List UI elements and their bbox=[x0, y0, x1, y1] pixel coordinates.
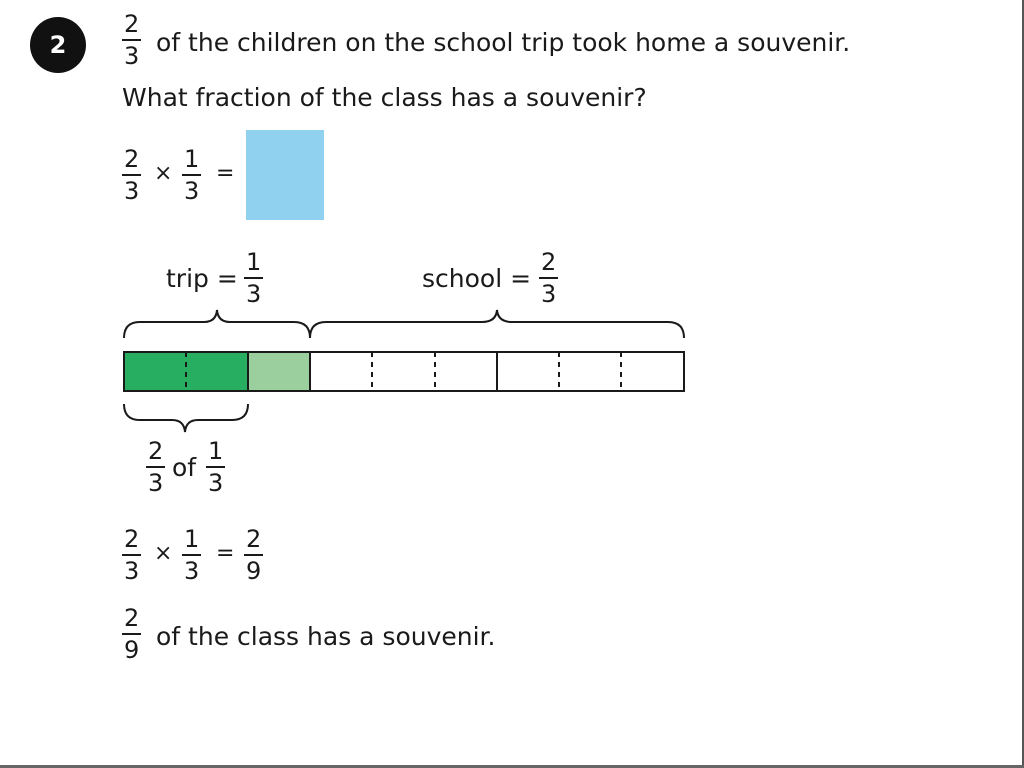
numerator: 2 bbox=[124, 10, 140, 38]
numerator: 2 bbox=[124, 145, 140, 173]
conclusion-fraction bbox=[122, 606, 141, 662]
conclusion-text: of the class has a souvenir. bbox=[156, 622, 496, 651]
school-brace bbox=[310, 310, 684, 338]
fraction-bar bbox=[122, 633, 141, 635]
times-sign: × bbox=[154, 161, 173, 186]
equation2-fraction-a bbox=[122, 527, 141, 583]
part-fraction bbox=[206, 439, 225, 495]
numerator: 1 bbox=[184, 525, 200, 553]
of-word: of bbox=[172, 453, 197, 482]
equals-sign: = bbox=[216, 161, 235, 186]
denominator: 3 bbox=[208, 469, 224, 497]
numerator: 1 bbox=[208, 437, 224, 465]
denominator: 3 bbox=[124, 42, 140, 70]
denominator: 9 bbox=[124, 636, 140, 664]
equation2-result bbox=[244, 527, 263, 583]
equation2-fraction-b bbox=[182, 527, 201, 583]
fraction-bar bbox=[206, 466, 225, 468]
school-label: school = bbox=[422, 264, 532, 293]
numerator: 2 bbox=[246, 525, 262, 553]
denominator: 3 bbox=[124, 177, 140, 205]
shaded-fraction bbox=[146, 439, 165, 495]
question-number-badge: 2 bbox=[30, 17, 86, 73]
fraction-bar bbox=[182, 554, 201, 556]
fraction-bar bbox=[146, 466, 165, 468]
fraction-bar bbox=[244, 554, 263, 556]
numerator: 2 bbox=[124, 604, 140, 632]
intro-text: of the children on the school trip took home a souvenir. bbox=[156, 28, 851, 57]
numerator: 2 bbox=[148, 437, 164, 465]
denominator: 3 bbox=[148, 469, 164, 497]
numerator: 2 bbox=[541, 248, 557, 276]
denominator: 3 bbox=[541, 280, 557, 308]
denominator: 3 bbox=[184, 177, 200, 205]
denominator: 9 bbox=[246, 557, 262, 585]
trip-brace bbox=[124, 310, 310, 338]
numerator: 2 bbox=[124, 525, 140, 553]
equals-sign: = bbox=[216, 541, 235, 566]
shaded-brace bbox=[124, 404, 248, 432]
light-shaded-part bbox=[248, 352, 310, 391]
trip-label: trip = bbox=[166, 264, 238, 293]
denominator: 3 bbox=[184, 557, 200, 585]
times-sign: × bbox=[154, 541, 173, 566]
fraction-bar bbox=[122, 554, 141, 556]
question-prompt: What fraction of the class has a souvenir? bbox=[122, 83, 647, 112]
numerator: 1 bbox=[184, 145, 200, 173]
denominator: 3 bbox=[124, 557, 140, 585]
denominator: 3 bbox=[246, 280, 262, 308]
numerator: 1 bbox=[246, 248, 262, 276]
